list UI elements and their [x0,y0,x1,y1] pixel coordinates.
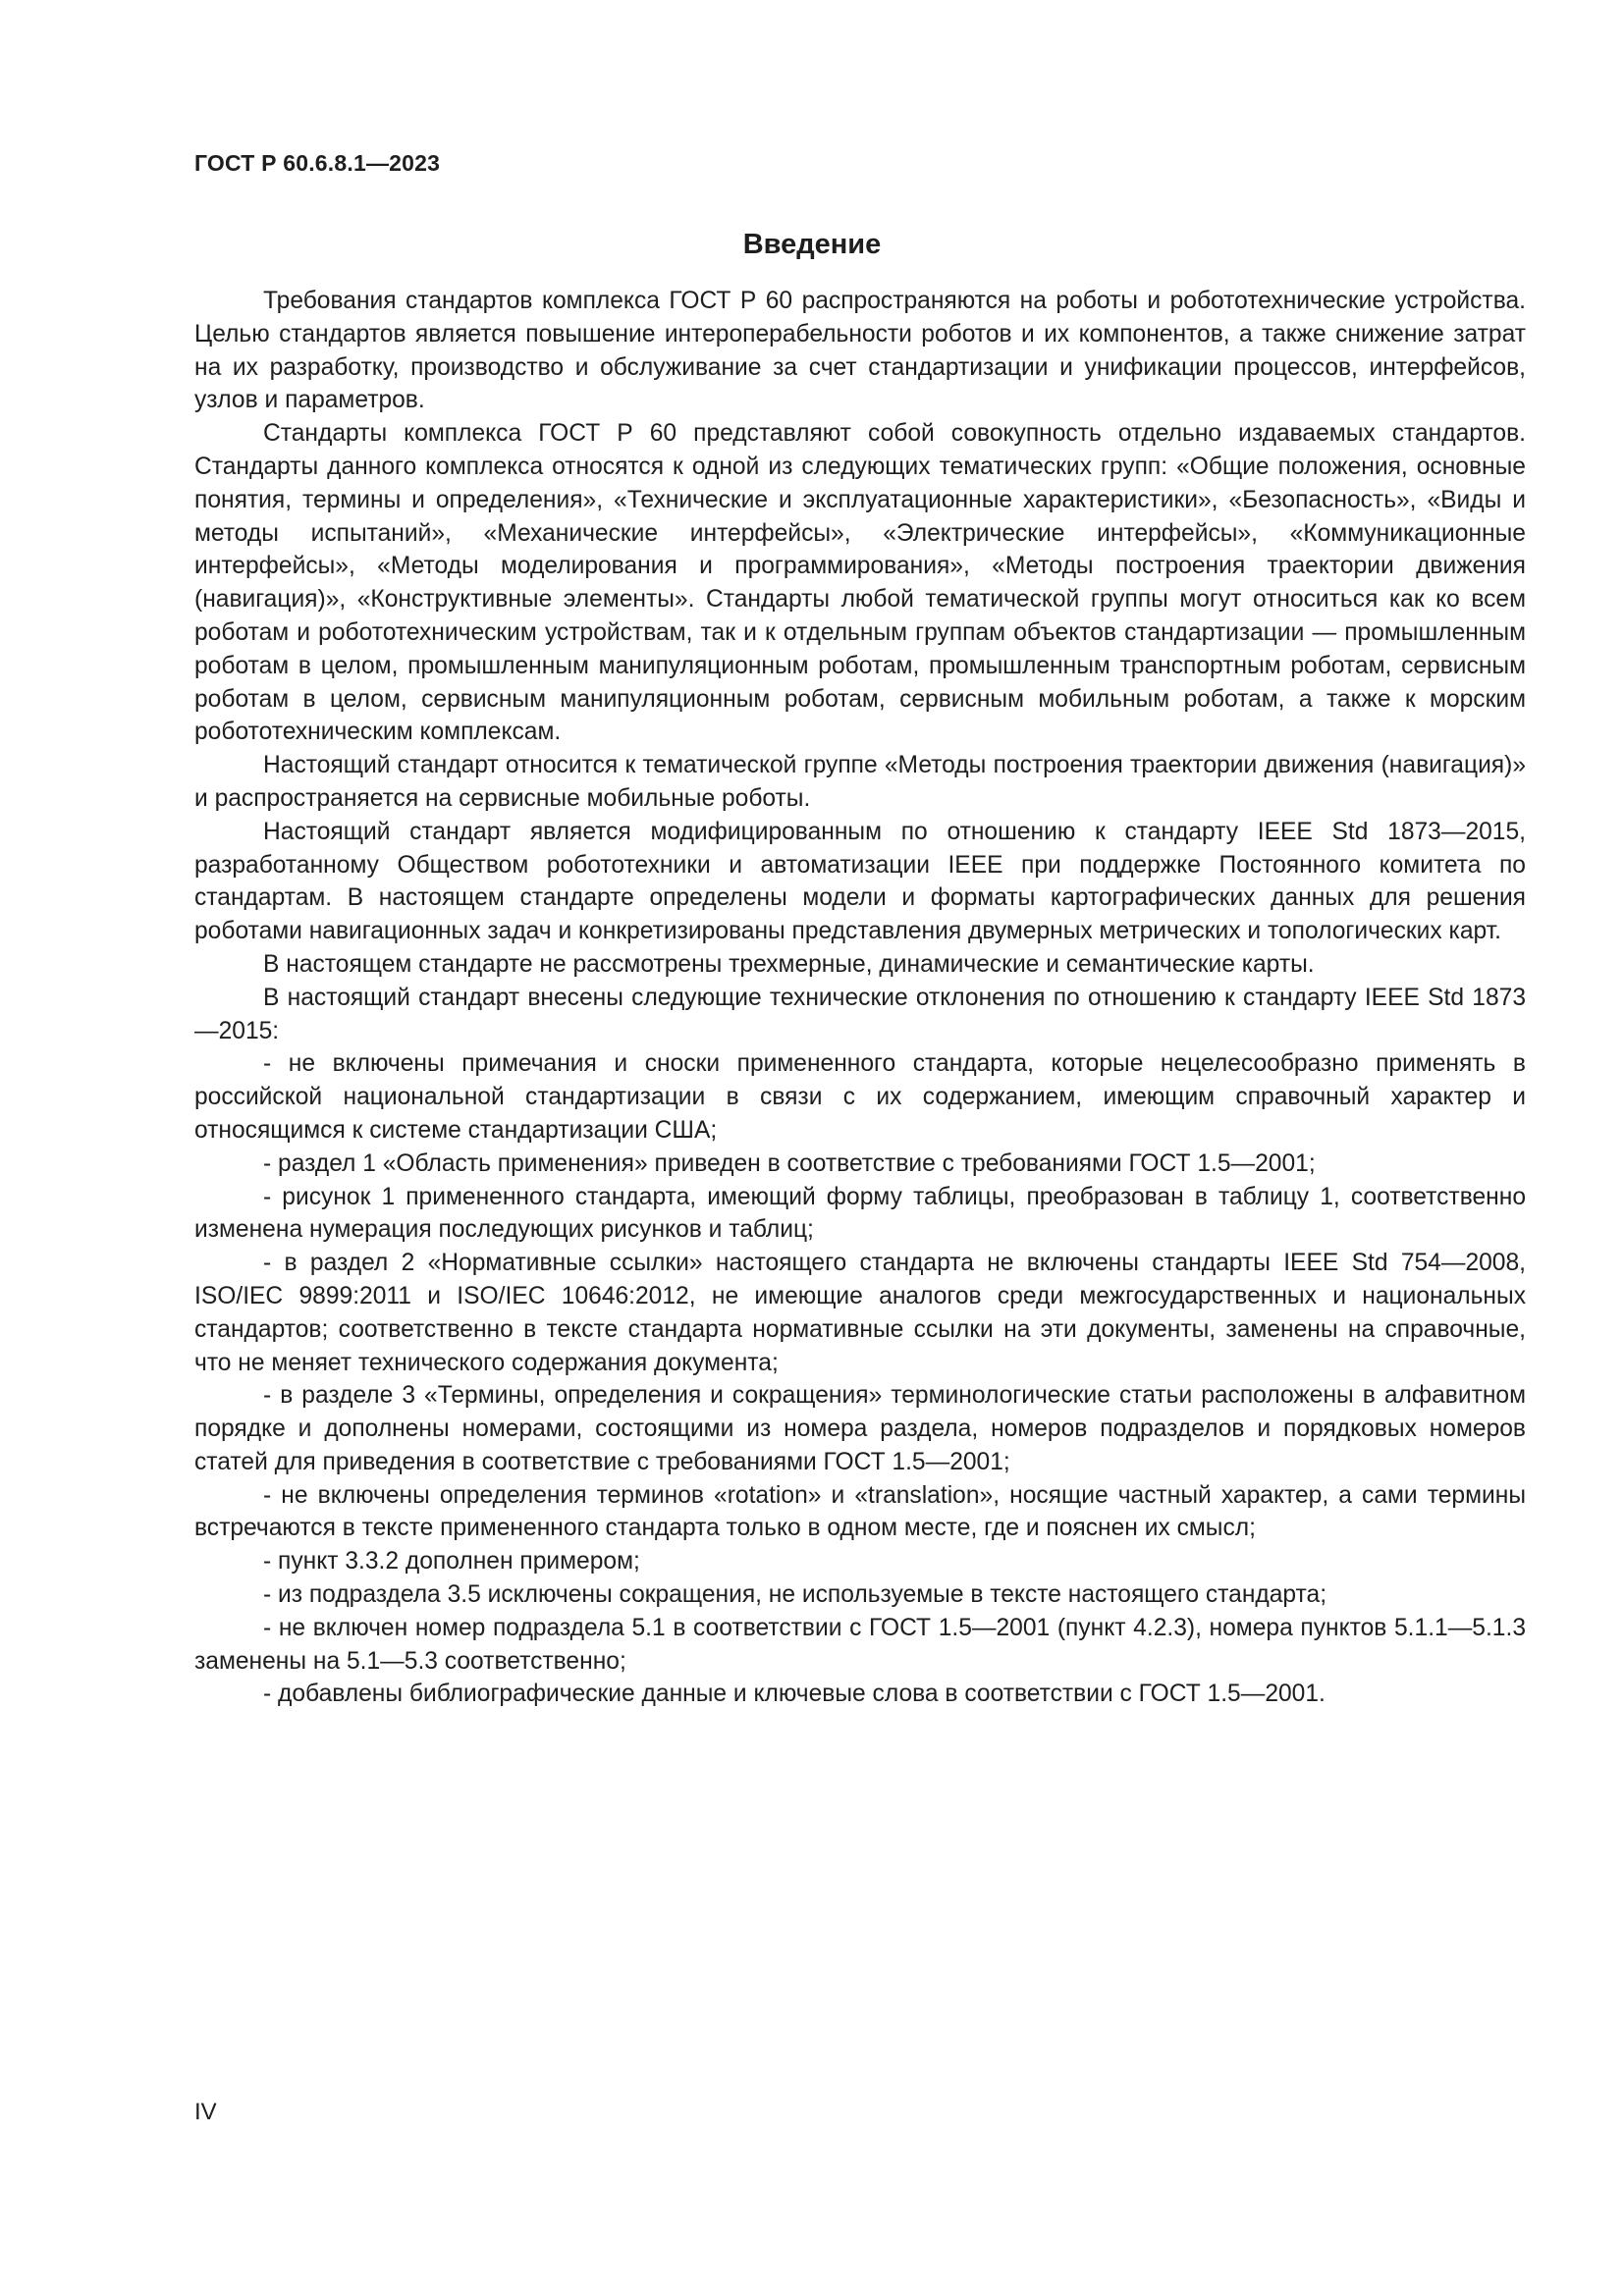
list-item: - не включен номер подраздела 5.1 в соответствии с ГОСТ 1.5—2001 (пункт 4.2.3), номера пунктов 5.1.1—5.1.3 заменены на 5.1—5.3 соответственно; [194,1614,1526,1675]
paragraph: Стандарты комплекса ГОСТ Р 60 представляют собой совокупность отдельно издаваемых стандартов. Стандарты данного комплекса относятся к одной из следующих тематических групп: «Общие положения, основные понятия, термины и определения», «Технические и эксплуатационные характеристики», «Безопасность», «Виды и методы испытаний», «Механические интерфейсы», «Электрические интерфейсы», «Коммуникационные интерфейсы», «Методы моделирования и программирования», «Методы построения траектории движения (навигация)», «Конструктивные элементы». Стандарты любой тематической группы могут относиться как ко всем роботам и робототехническим устройствам, так и к отдельным группам объектов стандартизации — промышленным роботам в целом, промышленным манипуляционным роботам, промышленным транспортным роботам, сервисным роботам в целом, сервисным манипуляционным роботам, сервисным мобильным роботам, а также к морским робототехническим комплексам. [194,420,1526,746]
list-item: - не включены примечания и сноски примененного стандарта, которые нецелесообразно применять в российской национальной стандартизации в связи с их содержанием, имеющим справочный характер и относящимся к системе стандартизации США; [194,1050,1526,1144]
list-item: - пункт 3.3.2 дополнен примером; [263,1548,640,1575]
list-item: - раздел 1 «Область применения» приведен в соответствие с требованиями ГОСТ 1.5—2001; [263,1149,1316,1177]
document-code-header: ГОСТ Р 60.6.8.1—2023 [194,150,441,176]
list-item: - добавлены библиографические данные и ключевые слова в соответствии с ГОСТ 1.5—2001. [263,1681,1326,1708]
list-item: - в разделе 3 «Термины, определения и сокращения» терминологические статьи расположены в алфавитном порядке и дополнены номерами, состоящими из номера раздела, номеров подразделов и порядковых номеров статей для приведения в соответствие с требованиями ГОСТ 1.5—2001; [194,1382,1526,1475]
paragraph: Настоящий стандарт относится к тематической группе «Методы построения траектории движения (навигация)» и распространяется на сервисные мобильные роботы. [194,752,1526,812]
list-item: - из подраздела 3.5 исключены сокращения, не используемые в тексте настоящего стандарта; [263,1581,1327,1609]
list-item: - в раздел 2 «Нормативные ссылки» настоящего стандарта не включены стандарты IEEE Std 754—2008, ISO/IEC 9899:2011 и ISO/IEC 10646:2012, не имеющие аналогов среди межгосударственных и национальных стандартов; соответственно в тексте стандарта нормативные ссылки на эти документы, заменены на справочные, что не меняет технического содержания документа; [194,1250,1526,1376]
paragraph: В настоящий стандарт внесены следующие технические отклонения по отношению к стандарту IEEE Std 1873—2015: [194,984,1526,1044]
page-number: IV [194,2099,217,2125]
list-item: - не включены определения терминов «rotation» и «translation», носящие частный характер, а сами термины встречаются в тексте примененного стандарта только в одном месте, где и пояснен их смысл; [194,1481,1526,1542]
list-item: - рисунок 1 примененного стандарта, имеющий форму таблицы, преобразован в таблицу 1, соответственно изменена нумерация последующих рисунков и таблиц; [194,1183,1526,1244]
section-title: Введение [742,229,882,260]
paragraph: Настоящий стандарт является модифицированным по отношению к стандарту IEEE Std 1873—2015, разработанному Обществом робототехники и автоматизации IEEE при поддержке Постоянного комитета по стандартам. В настоящем стандарте определены модели и форматы картографических данных для решения роботами навигационных задач и конкретизированы представления двумерных метрических и топологических карт. [194,818,1526,945]
introduction-body [194,285,1526,1711]
paragraph: В настоящем стандарте не рассмотрены трехмерные, динамические и семантические карты. [263,950,1315,978]
paragraph: Требования стандартов комплекса ГОСТ Р 60 распространяются на роботы и робототехнические устройства. Целью стандартов является повышение интероперабельности роботов и их компонентов, а также снижение затрат на их разработку, производство и обслуживание за счет стандартизации и унификации процессов, интерфейсов, узлов и параметров. [194,288,1526,414]
